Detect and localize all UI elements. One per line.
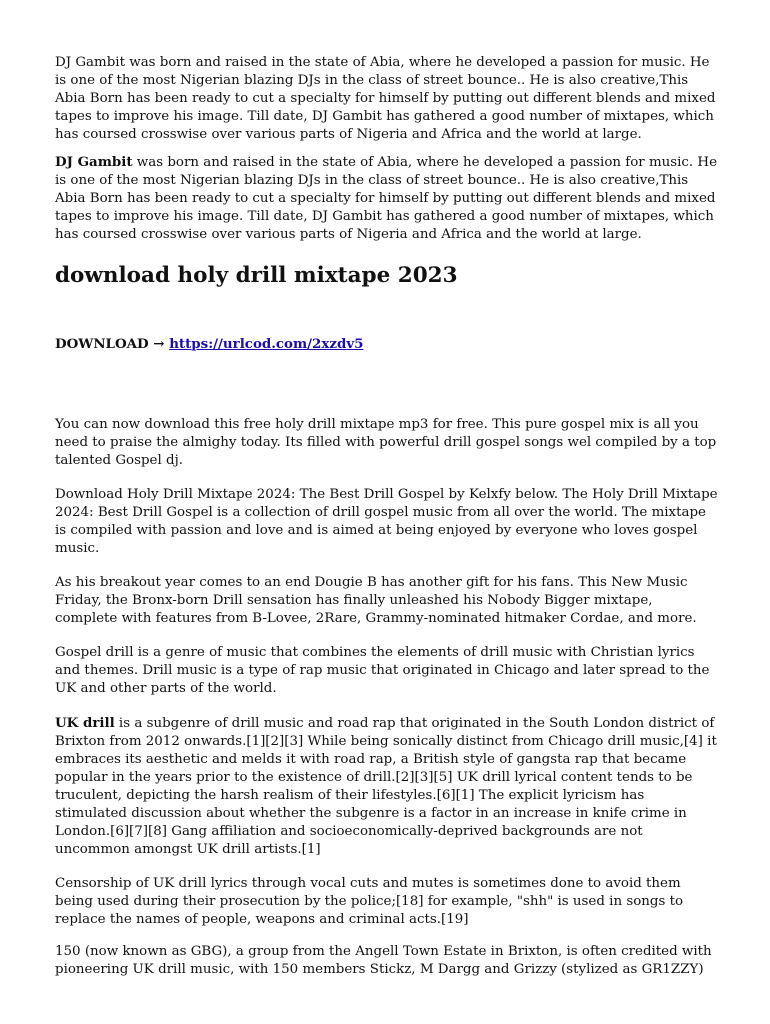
download-label: DOWNLOAD →	[55, 336, 170, 352]
uk-drill-text: is a subgenre of drill music and road rap that originated in the South London district of Brixton from 2012 onwards.[1][2][3] While being sonically distinct from Chicago drill music,[4] it embraces its aesthetic and melds it with road rap, a British style of gangsta rap that became popular in the years prior to the existence of drill.[2][3][5] UK drill lyrical content tends to be truculent, depicting the harsh realism of their lifestyles.[6][1] The explicit lyricism has stimulated discussion about whether the subgenre is a factor in an increase in knife crime in London.[6][7][8] Gang affiliation and socioeconomically-deprived backgrounds are not uncommon amongst UK drill artists.[1]	[55, 716, 717, 857]
body-paragraph-free-download: You can now download this free holy drill mixtape mp3 for free. This pure gospel mix is all you need to praise the almighy today. Its filled with powerful drill gospel songs wel compiled by a top talented Gospel dj.	[55, 417, 717, 468]
body-paragraph-holy-drill-2024: Download Holy Drill Mixtape 2024: The Best Drill Gospel by Kelxfy below. The Holy Drill Mixtape 2024: Best Drill Gospel is a collection of drill gospel music from all over the world. The mixtape is compiled with passion and love and is aimed at being enjoyed by everyone who loves gospel music.	[55, 487, 718, 556]
artist-name-bold: DJ Gambit	[55, 154, 133, 170]
body-paragraph-dougie-b: As his breakout year comes to an end Dougie B has another gift for his fans. This New Music Friday, the Bronx-born Drill sensation has finally unleashed his Nobody Bigger mixtape, complete with features from B-Lovee, 2Rare, Grammy-nominated hitmaker Cordae, and more.	[55, 575, 697, 626]
download-line	[55, 335, 718, 354]
document-page	[55, 54, 718, 995]
body-paragraph-150-gbg: 150 (now known as GBG), a group from the Angell Town Estate in Brixton, is often credited with pioneering UK drill music, with 150 members Stickz, M Dargg and Grizzy (stylized as GR1ZZY)	[55, 944, 712, 977]
intro-paragraph-text: was born and raised in the state of Abia, where he developed a passion for music. He is one of the most Nigerian blazing DJs in the class of street bounce.. He is also creative,This Abia Born has been ready to cut a specialty for himself by putting out different blends and mixed tapes to improve his image. Till date, DJ Gambit has gathered a good number of mixtapes, which has coursed crosswise over various parts of Nigeria and Africa and the world at large.	[55, 155, 718, 242]
page-heading: download holy drill mixtape 2023	[55, 263, 458, 288]
download-link[interactable]: https://urlcod.com/2xzdv5	[169, 336, 364, 352]
body-paragraph-gospel-drill: Gospel drill is a genre of music that combines the elements of drill music with Christian lyrics and themes. Drill music is a type of rap music that originated in Chicago and later spread to the UK and other parts of the world.	[55, 645, 710, 696]
body-paragraph-censorship: Censorship of UK drill lyrics through vocal cuts and mutes is sometimes done to avoid them being used during their prosecution by the police;[18] for example, "shh" is used in songs to replace the names of people, weapons and criminal acts.[19]	[55, 876, 684, 927]
body-paragraph-uk-drill	[55, 714, 718, 859]
intro-paragraph: DJ Gambit was born and raised in the state of Abia, where he developed a passion for music. He is one of the most Nigerian blazing DJs in the class of street bounce.. He is also creative,This Abia Born has been ready to cut a specialty for himself by putting out different blends and mixed tapes to improve his image. Till date, DJ Gambit has gathered a good number of mixtapes, which has coursed crosswise over various parts of Nigeria and Africa and the world at large.	[55, 55, 716, 142]
article-body	[55, 416, 718, 979]
intro-paragraph-bold-lead	[55, 153, 718, 244]
uk-drill-bold: UK drill	[55, 715, 115, 731]
